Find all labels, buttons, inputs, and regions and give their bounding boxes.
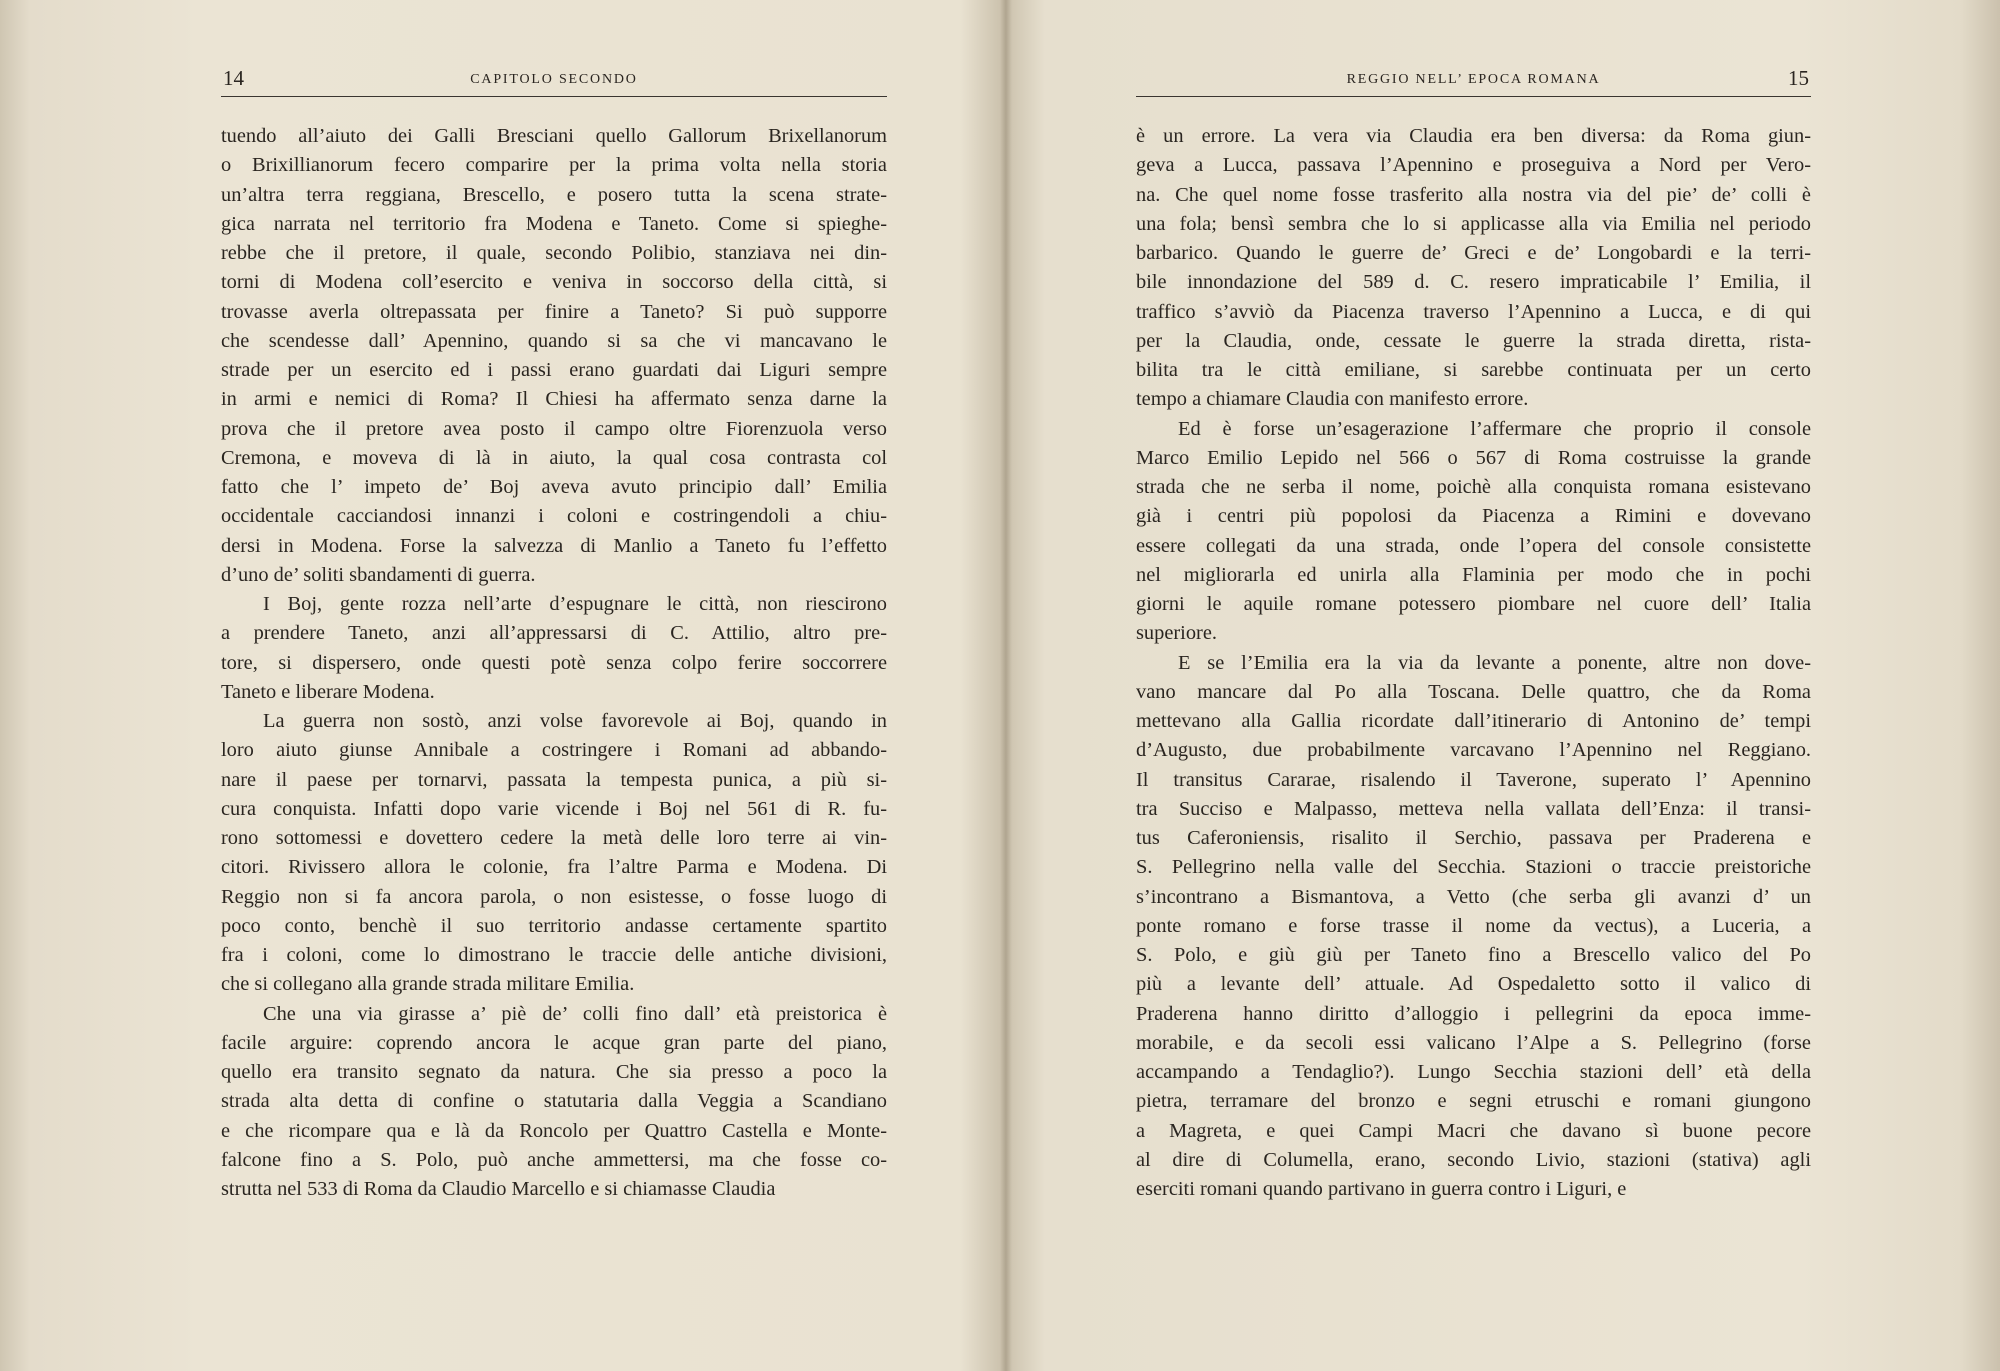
text-line: occidentale cacciandosi innanzi i coloni e costringendoli a chiu- bbox=[221, 505, 887, 528]
text-line: tuendo all’aiuto dei Galli Bresciani quello Gallorum Brixellanorum bbox=[221, 125, 887, 147]
text-line: Ed è forse un’esagerazione l’affermare che proprio il console bbox=[1178, 417, 1811, 440]
text-line: è un errore. La vera via Claudia era ben diversa: da Roma giun- bbox=[1136, 125, 1811, 147]
text-line: na. Che quel nome fosse trasferito alla nostra via del pie’ de’ colli è bbox=[1136, 183, 1811, 206]
text-line: o Brixillianorum fecero comparire per la prima volta nella storia bbox=[221, 154, 887, 177]
text-line: a prendere Taneto, anzi all’appressarsi di C. Attilio, altro pre- bbox=[221, 622, 887, 645]
text-line: trovasse averla oltrepassata per finire a Taneto? Si può supporre bbox=[221, 300, 887, 323]
text-line: prova che il pretore avea posto il campo oltre Fiorenzuola verso bbox=[221, 417, 887, 440]
text-line: poco conto, benchè il suo territorio andasse certamente spartito bbox=[221, 914, 887, 937]
text-line: La guerra non sostò, anzi volse favorevole ai Boj, quando in bbox=[263, 710, 887, 732]
text-line: al dire di Columella, erano, secondo Livio, stazioni (stativa) agli bbox=[1136, 1148, 1811, 1171]
running-head: CAPITOLO SECONDO bbox=[470, 72, 638, 87]
text-line: bile innondazione del 589 d. C. resero impraticabile l’ Emilia, il bbox=[1136, 271, 1811, 294]
right-page bbox=[1012, 0, 2000, 1371]
book-gutter bbox=[1000, 0, 1012, 1371]
text-line: strada che ne serba il nome, poichè alla conquista romana esistevano bbox=[1136, 476, 1811, 498]
text-line: rono sottomessi e dovettero cedere la metà delle loro terre ai vin- bbox=[221, 827, 887, 849]
running-head: REGGIO NELL’ EPOCA ROMANA bbox=[1346, 72, 1601, 87]
text-line: gica narrata nel territorio fra Modena e Taneto. Come si spieghe- bbox=[221, 212, 887, 235]
right-page-header bbox=[1136, 62, 1811, 97]
text-line: d’uno de’ soliti sbandamenti di guerra. bbox=[221, 563, 536, 586]
text-line: che scendesse dall’ Apennino, quando si sa che vi mancavano le bbox=[221, 329, 887, 352]
text-line: geva a Lucca, passava l’Apennino e proseguiva a Nord per Vero- bbox=[1136, 154, 1811, 177]
text-line: a Magreta, e quei Campi Macri che davano sì buone pecore bbox=[1136, 1119, 1811, 1142]
text-line: un’altra terra reggiana, Brescello, e posero tutta la scena strate- bbox=[221, 183, 887, 206]
text-line: Marco Emilio Lepido nel 566 o 567 di Roma costruisse la grande bbox=[1136, 446, 1811, 469]
text-line: mettevano alla Gallia ricordate dall’itinerario di Antonino de’ tempi bbox=[1136, 710, 1811, 732]
text-line: Il transitus Cararae, risalendo il Taverone, superato l’ Apennino bbox=[1136, 768, 1811, 791]
text-line: tore, si dispersero, onde questi potè senza colpo ferire soccorrere bbox=[221, 651, 887, 674]
text-line: essere collegati da una strada, onde l’opera del console consistette bbox=[1136, 534, 1811, 557]
text-line: fatto che l’ impeto de’ Boj aveva avuto principio dall’ Emilia bbox=[221, 476, 887, 498]
text-line: Taneto e liberare Modena. bbox=[221, 680, 435, 703]
text-line: strutta nel 533 di Roma da Claudio Marcello e si chiamasse Claudia bbox=[221, 1178, 776, 1200]
text-line: per la Claudia, onde, cessate le guerre la strada diretta, rista- bbox=[1136, 329, 1811, 352]
text-line: tempo a chiamare Claudia con manifesto errore. bbox=[1136, 388, 1529, 411]
text-line: fra i coloni, come lo dimostrano le traccie delle antiche divisioni, bbox=[221, 944, 887, 966]
text-line: nel migliorarla ed unirla alla Flaminia per modo che in pochi bbox=[1136, 563, 1811, 586]
text-line: vano mancare dal Po alla Toscana. Delle quattro, che da Roma bbox=[1136, 680, 1811, 703]
text-line: S. Pellegrino nella valle del Secchia. Stazioni o traccie preistoriche bbox=[1136, 856, 1811, 879]
text-line: facile arguire: coprendo ancora le acque gran parte del piano, bbox=[221, 1031, 887, 1054]
text-line: cura conquista. Infatti dopo varie vicende i Boj nel 561 di R. fu- bbox=[221, 797, 887, 820]
text-line: tus Caferoniensis, risalito il Serchio, passava per Praderena e bbox=[1136, 827, 1811, 849]
text-line: nare il paese per tornarvi, passata la tempesta punica, a più si- bbox=[221, 768, 887, 791]
text-line: s’incontrano a Bismantova, a Vetto (che serba gli avanzi d’ un bbox=[1136, 885, 1811, 908]
left-page-body bbox=[221, 122, 887, 1204]
right-page-body bbox=[1136, 122, 1811, 1204]
text-line: giorni le aquile romane potessero piombare nel cuore dell’ Italia bbox=[1136, 593, 1811, 615]
text-line: barbarico. Quando le guerre de’ Greci e de’ Longobardi e la terri- bbox=[1136, 242, 1811, 264]
left-page-header bbox=[221, 62, 887, 97]
text-line: quello era transito segnato da natura. Che sia presso a poco la bbox=[221, 1061, 887, 1083]
text-line: dersi in Modena. Forse la salvezza di Manlio a Taneto fu l’effetto bbox=[221, 534, 887, 557]
text-line: pietra, terramare del bronzo e segni etruschi e romani giungono bbox=[1136, 1090, 1811, 1113]
text-line: strada alta detta di confine o statutaria dalla Veggia a Scandiano bbox=[221, 1090, 887, 1113]
text-line: Che una via girasse a’ piè de’ colli fino dall’ età preistorica è bbox=[263, 1002, 887, 1025]
text-line: già i centri più popolosi da Piacenza a Rimini e dovevano bbox=[1136, 505, 1811, 528]
text-line: bilita tra le città emiliane, si sarebbe continuata per un certo bbox=[1136, 359, 1811, 381]
text-line: tra Succiso e Malpasso, metteva nella vallata dell’Enza: il transi- bbox=[1136, 797, 1811, 820]
text-line: falcone fino a S. Polo, può anche ammettersi, ma che fosse co- bbox=[221, 1148, 887, 1171]
text-line: strade per un esercito ed i passi erano guardati dai Liguri sempre bbox=[221, 359, 887, 381]
text-line: che si collegano alla grande strada militare Emilia. bbox=[221, 973, 635, 996]
text-line: S. Polo, e giù giù per Taneto fino a Brescello valico del Po bbox=[1136, 944, 1811, 966]
text-line: traffico s’avviò da Piacenza traverso l’Apennino a Lucca, e di qui bbox=[1136, 300, 1811, 323]
text-line: ponte romano e forse trasse il nome da vectus), a Luceria, a bbox=[1136, 914, 1811, 937]
page-number: 14 bbox=[223, 66, 244, 90]
text-line: in armi e nemici di Roma? Il Chiesi ha affermato senza darne la bbox=[221, 388, 887, 411]
text-line: E se l’Emilia era la via da levante a ponente, altre non dove- bbox=[1178, 651, 1811, 674]
text-line: morabile, e da secoli essi valicano l’Alpe a S. Pellegrino (forse bbox=[1136, 1031, 1811, 1054]
text-line: più a levante dell’ attuale. Ad Ospedaletto sotto il valico di bbox=[1136, 973, 1811, 996]
text-line: citori. Rivissero allora le colonie, fra l’altre Parma e Modena. Di bbox=[221, 856, 887, 879]
text-line: una fola; bensì sembra che lo si applicasse alla via Emilia nel periodo bbox=[1136, 212, 1811, 235]
text-line: e che ricompare qua e là da Roncolo per Quattro Castella e Monte- bbox=[221, 1119, 887, 1142]
text-line: torni di Modena coll’esercito e veniva in soccorso della città, si bbox=[221, 271, 887, 294]
text-line: Cremona, e moveva di là in aiuto, la qual cosa contrasta col bbox=[221, 446, 887, 469]
text-line: Praderena hanno diritto d’alloggio i pellegrini da epoca imme- bbox=[1136, 1002, 1811, 1025]
text-line: rebbe che il pretore, il quale, secondo Polibio, stanziava nei din- bbox=[221, 242, 887, 264]
text-line: I Boj, gente rozza nell’arte d’espugnare le città, non riescirono bbox=[263, 593, 887, 615]
text-line: d’Augusto, due probabilmente varcavano l’Apennino nel Reggiano. bbox=[1136, 739, 1811, 762]
text-line: accampando a Tendaglio?). Lungo Secchia stazioni dell’ età della bbox=[1136, 1061, 1811, 1083]
text-line: Reggio non si fa ancora parola, o non esistesse, o fosse luogo di bbox=[221, 885, 887, 908]
text-line: loro aiuto giunse Annibale a costringere i Romani ad abbando- bbox=[221, 739, 887, 762]
page-number: 15 bbox=[1788, 66, 1809, 90]
text-line: superiore. bbox=[1136, 622, 1217, 645]
text-line: eserciti romani quando partivano in guerra contro i Liguri, e bbox=[1136, 1178, 1627, 1200]
